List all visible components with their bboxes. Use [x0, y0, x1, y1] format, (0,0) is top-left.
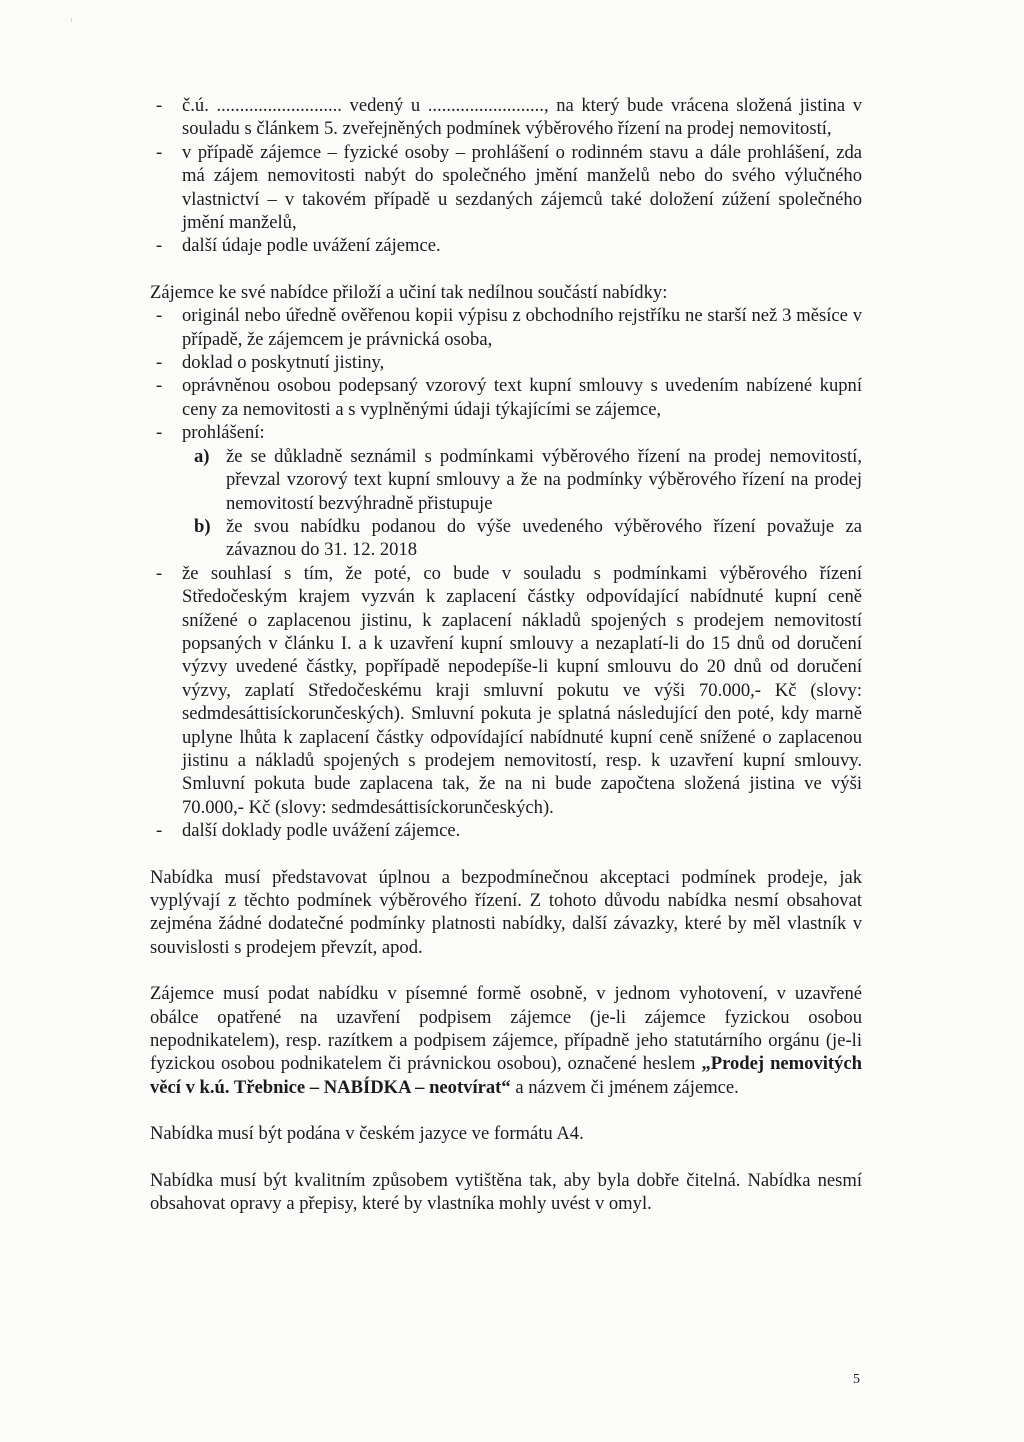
- list-item-text: další doklady podle uvážení zájemce.: [182, 820, 461, 842]
- submission-text-start: Zájemce musí podat nabídku v písemné formě osobně, v jednom vyhotovení, v uzavřené obálce opatřené na uzavření podpisem zájemce (je-li zájemce fyzickou osobou nepodnikatelem), resp. razítkem a podpisem zájemce, případně jeho statutárního orgánu (je-li fyzickou osobou podnikatelem či právnickou osobou), označené heslem: [150, 983, 862, 1075]
- list-item-declaration: [150, 421, 862, 444]
- list-item-text: že souhlasí s tím, že poté, co bude v souladu s podmínkami výběrového řízení Středočeským krajem vyzván k zaplacení částky odpovídající nabídnuté kupní ceně snížené o zaplacenou jistinu, k zaplacení nákladů spojených s prodejem nemovitostí popsaných v článku I. a k uzavření kupní smlouvy a nezaplatí-li do 15 dnů od doručení výzvy uvedené částky, popřípadě nepodepíše-li kupní smlouvu do 20 dnů od doručení výzvy, zaplatí Středočeskému kraji smluvní pokutu ve výši 70.000,- Kč (slovy: sedmdesáttisíckorunčeských). Smluvní pokuta je splatná následující den poté, kdy marně uplyne lhůta k zaplacení částky odpovídající nabídnuté kupní ceně snížené o zaplacenou jistinu a nákladů spojených s prodejem nemovitostí, resp. k uzavření kupní smlouvy. Smluvní pokuta bude zaplacena tak, že na ni bude započtena složená jistina ve výši 70.000,- Kč (slovy: sedmdesáttisíckorunčeských).: [182, 562, 862, 818]
- list-item-text: v případě zájemce – fyzické osoby – prohlášení o rodinném stavu a dále prohlášení, zda má zájem nemovitosti nabýt do společného jmění manželů nebo do svého výlučného vlastnictví – v takovém případě u sezdaných zájemců také doložení zúžení společného jmění manželů,: [182, 141, 862, 234]
- paragraph-print-quality: Nabídka musí být kvalitním způsobem vytištěna tak, aby byla dobře čitelná. Nabídka nesmí obsahovat opravy a přepisy, které by vlastníka mohly uvést v omyl.: [150, 1169, 862, 1215]
- declaration-mark: a): [194, 445, 210, 467]
- submission-envelope-label: „Prodej nemovitých věcí v k.ú. Třebnice – NABÍDKA – neotvírat“: [150, 1053, 862, 1098]
- declaration-text: že se důkladně seznámil s podmínkami výběrového řízení na prodej nemovitostí, převzal vzorový text kupní smlouvy a že na podmínky výběrového řízení na prodej nemovitostí bezvýhradně přistupuje: [226, 445, 862, 514]
- list-item-marital-status: [150, 141, 862, 235]
- submission-text-end: a názvem či jménem zájemce.: [510, 1076, 739, 1098]
- list-item-text: další údaje podle uvážení zájemce.: [182, 235, 441, 257]
- list-item-text: oprávněnou osobou podepsaný vzorový text kupní smlouvy s uvedením nabízené kupní ceny za nemovitosti a s vyplněnými údaji týkajícími se zájemce,: [182, 375, 862, 420]
- list-item-registry-extract: [150, 304, 862, 351]
- paragraph-submission: [150, 982, 862, 1099]
- declaration-text: že svou nabídku podanou do výše uvedeného výběrového řízení považuje za závaznou do 31. 12. 2018: [226, 515, 862, 561]
- list-item-text: č.ú. ........................... vedený u ........................., na který bude vrácena složená jistina v souladu s článkem 5. zveřejněných podmínek výběrového řízení na prodej nemovitostí,: [182, 95, 862, 140]
- page-number: 5: [853, 1372, 860, 1387]
- declaration-mark: b): [194, 515, 211, 537]
- list-item-deposit-proof: [150, 351, 862, 374]
- declaration-a: [150, 445, 862, 515]
- declaration-b: [150, 515, 862, 562]
- paragraph-offer-acceptance: Nabídka musí představovat úplnou a bezpodmínečnou akceptaci podmínek prodeje, jak vyplývají z těchto podmínek výběrového řízení. Z tohoto důvodu nabídka nesmí obsahovat zejména žádné dodatečné podmínky platnosti nabídky, další závazky, které by měl vlastník v souvislosti s prodejem převzít, apod.: [150, 866, 862, 958]
- list-item-penalty-consent: [150, 562, 862, 819]
- list-item-text: doklad o poskytnutí jistiny,: [182, 352, 385, 374]
- list-item-account: [150, 94, 862, 141]
- document-body: [150, 94, 862, 1215]
- list-item-other-data: [150, 234, 862, 257]
- paragraph-language: Nabídka musí být podána v českém jazyce ve formátu A4.: [150, 1123, 584, 1145]
- attachments-intro: Zájemce ke své nabídce přiloží a učiní tak nedílnou součástí nabídky:: [150, 281, 668, 303]
- list-item-text: prohlášení:: [182, 422, 265, 444]
- list-item-contract-text: [150, 374, 862, 421]
- scan-mark: ': [70, 16, 73, 33]
- list-item-text: originál nebo úředně ověřenou kopii výpisu z obchodního rejstříku ne starší než 3 měsíce v případě, že zájemcem je právnická osoba,: [182, 305, 862, 350]
- list-item-other-docs: [150, 819, 862, 842]
